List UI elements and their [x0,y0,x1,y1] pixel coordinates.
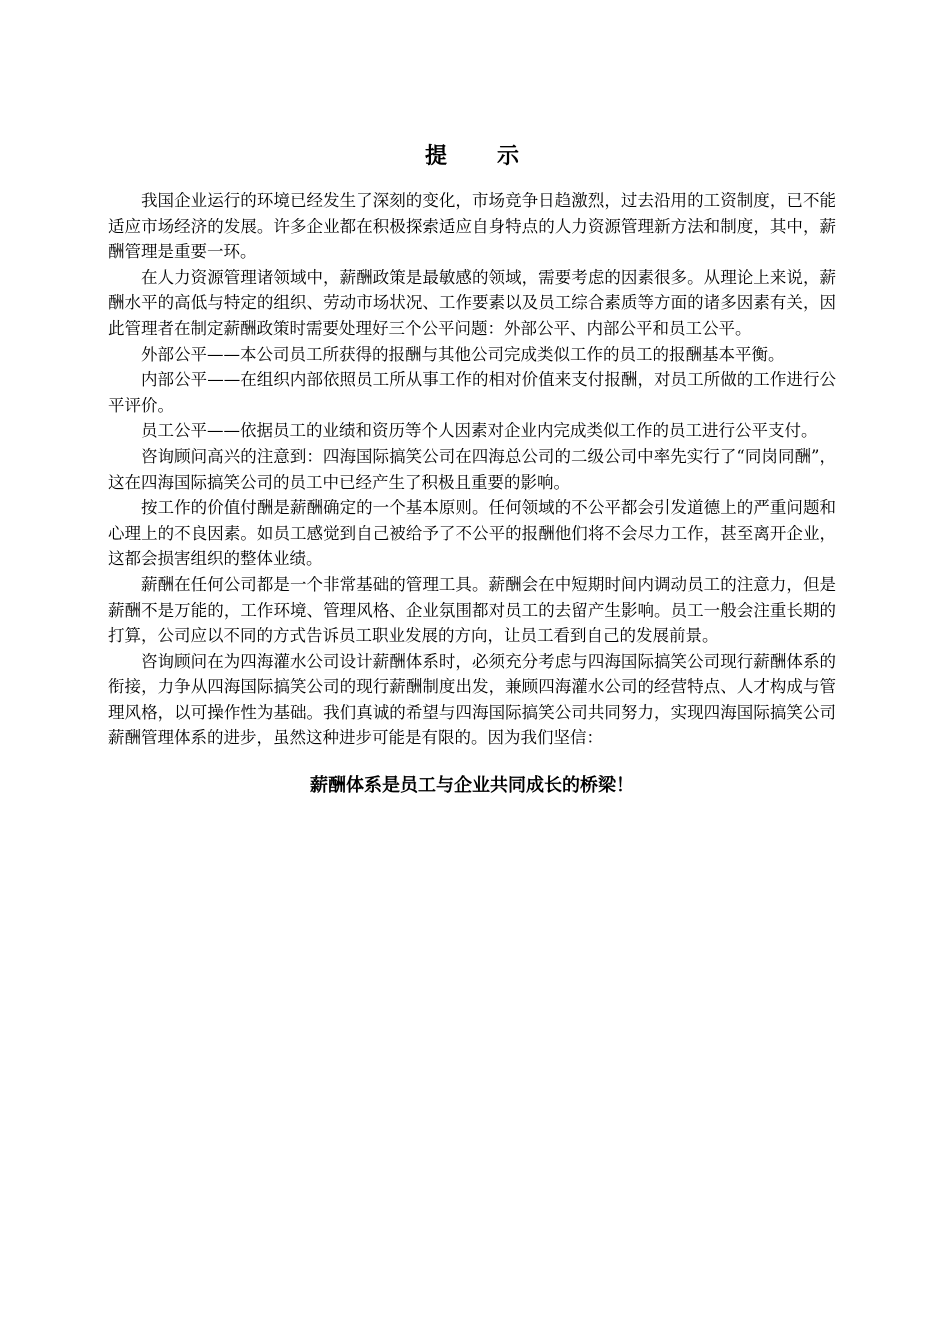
paragraph-external-fairness: 外部公平——本公司员工所获得的报酬与其他公司完成类似工作的员工的报酬基本平衡。 [141,344,785,364]
closing-slogan: 薪酬体系是员工与企业共同成长的桥梁！ [310,775,634,797]
paragraph-same-job-same-pay: 咨询顾问高兴的注意到：四海国际搞笑公司在四海总公司的二级公司中率先实行了“同岗同酬”，这在四海国际搞笑公司的员工中已经产生了积极且重要的影响。 [108,446,836,492]
paragraph-internal-fairness: 内部公平——在组织内部依照员工所从事工作的相对价值来支付报酬，对员工所做的工作进行公平评价。 [108,370,836,415]
paragraph-employee-fairness: 员工公平——依据员工的业绩和资历等个人因素对企业内完成类似工作的员工进行公平支付。 [141,421,818,441]
paragraph-three-fairness: 在人力资源管理诸领域中，薪酬政策是最敏感的领域，需要考虑的因素很多。从理论上来说，薪酬水平的高低与特定的组织、劳动市场状况、工作要素以及员工综合素质等方面的诸多因素有关，因此管理者在制定薪酬政策时需要处理好三个公平问题：外部公平、内部公平和员工公平。 [108,267,836,338]
paragraph-management-tool: 薪酬在任何公司都是一个非常基础的管理工具。薪酬会在中短期时间内调动员工的注意力，但是薪酬不是万能的，工作环境、管理风格、企业氛围都对员工的去留产生影响。员工一般会注重长期的打算，公司应以不同的方式告诉员工职业发展的方向，让员工看到自己的发展前景。 [108,574,836,646]
paragraph-design-approach: 咨询顾问在为四海灌水公司设计薪酬体系时，必须充分考虑与四海国际搞笑公司现行薪酬体系的衔接，力争从四海国际搞笑公司的现行薪酬制度出发，兼顾四海灌水公司的经营特点、人才构成与管理风格，以可操作性为基础。我们真诚的希望与四海国际搞笑公司共同努力，实现四海国际搞笑公司薪酬管理体系的进步，虽然这种进步可能是有限的。因为我们坚信： [108,651,836,748]
paragraph-intro: 我国企业运行的环境已经发生了深刻的变化，市场竞争日趋激烈，过去沿用的工资制度，已不能适应市场经济的发展。许多企业都在积极探索适应自身特点的人力资源管理新方法和制度，其中，薪酬管理是重要一环。 [108,191,836,262]
document-page [108,140,836,801]
paragraph-pay-by-value: 按工作的价值付酬是薪酬确定的一个基本原则。任何领域的不公平都会引发道德上的严重问题和心理上的不良因素。如员工感觉到自己被给予了不公平的报酬他们将不会尽力工作，甚至离开企业，这都会损害组织的整体业绩。 [108,498,836,569]
document-title: 提示 [424,144,569,169]
